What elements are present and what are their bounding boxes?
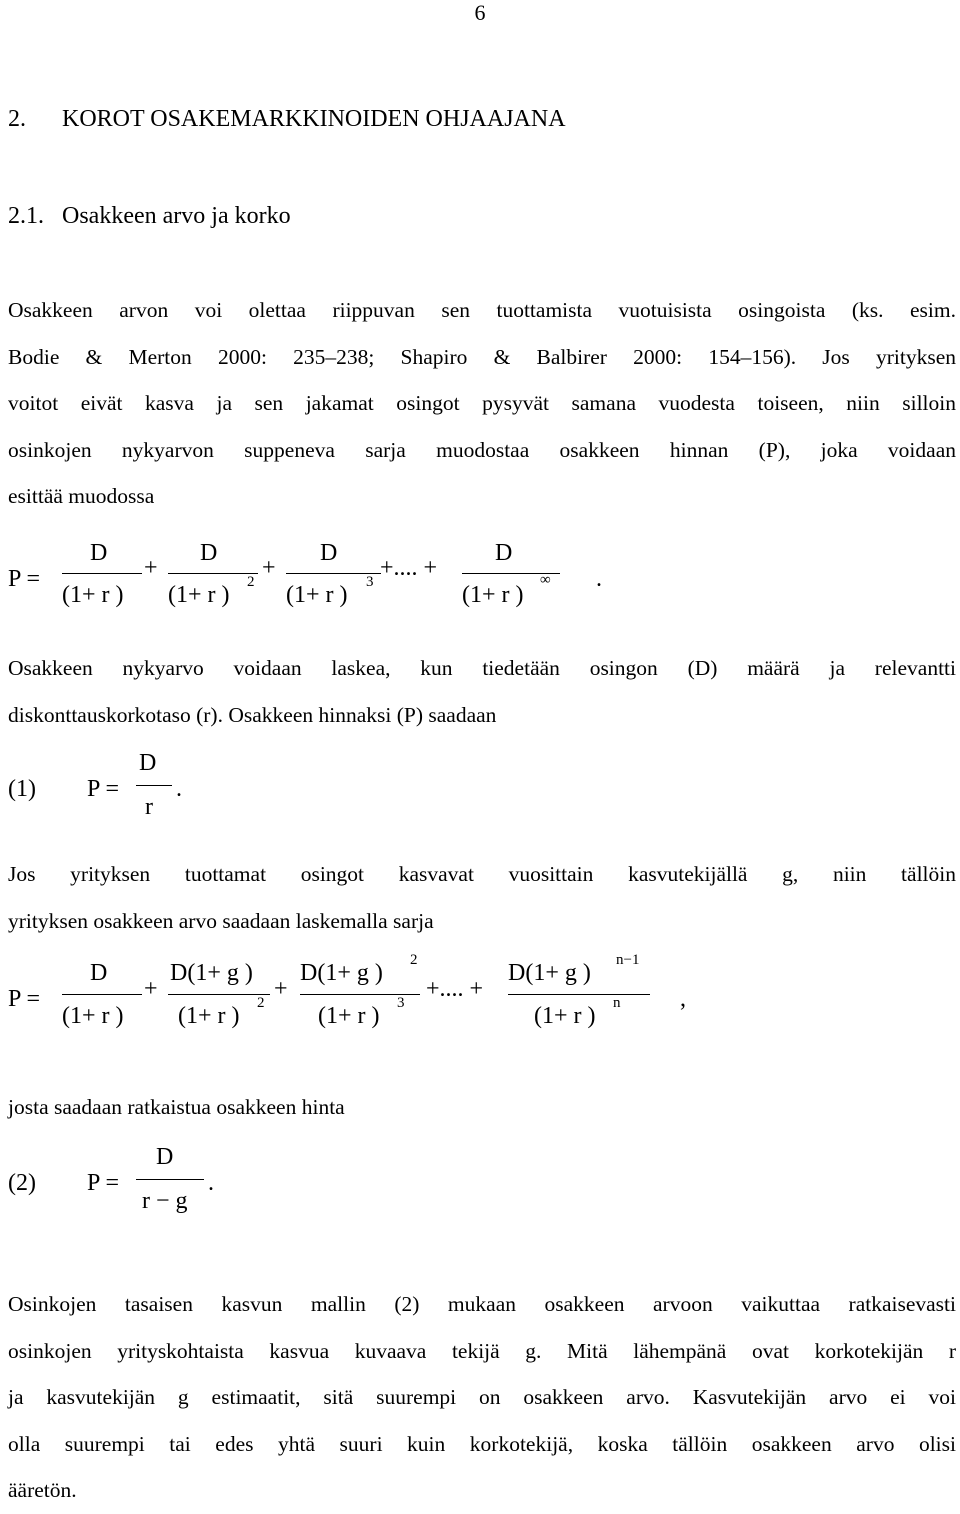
eq-exponent: 2 <box>247 574 255 590</box>
eq-plus: + <box>144 555 158 581</box>
eq-exponent: 2 <box>257 995 265 1011</box>
eq-numerator: D(1+ g ) <box>170 960 253 986</box>
eq-numerator: D <box>495 540 513 566</box>
eq-exponent: ∞ <box>540 572 551 588</box>
eq-denominator: (1+ r ) <box>168 582 230 608</box>
equation-series-constant <box>8 536 768 616</box>
text-line: osinkojen yrityskohtaista kasvua kuvaava tekijä g. Mitä lähempänä ovat korkotekijän r <box>8 1338 956 1363</box>
subsection-heading <box>8 203 291 230</box>
text-line: Osakkeen arvon voi olettaa riippuvan sen tuottamista vuotuisista osingoista (ks. esim. <box>8 298 956 322</box>
eq-denominator: r − g <box>142 1188 188 1214</box>
equation-1 <box>8 748 308 828</box>
eq-lhs: P = <box>8 566 40 592</box>
eq-denominator: (1+ r ) <box>318 1003 380 1029</box>
eq-exponent: n <box>613 995 621 1011</box>
text-line: josta saadaan ratkaistua osakkeen hinta <box>8 1095 345 1119</box>
eq-denominator: (1+ r ) <box>62 1003 124 1029</box>
eq-numerator: D <box>139 750 157 776</box>
paragraph-growth <box>8 851 956 944</box>
eq-numerator: D <box>90 960 108 986</box>
subsection-number: 2.1. <box>8 203 44 229</box>
eq-lhs: P = <box>87 776 119 802</box>
section-title: KOROT OSAKEMARKKINOIDEN OHJAAJANA <box>62 106 566 132</box>
fraction-bar <box>62 994 142 995</box>
fraction-bar <box>168 573 258 574</box>
eq-denominator: r <box>145 794 153 820</box>
paragraph-solution <box>8 1084 956 1131</box>
eq-end: . <box>596 566 602 592</box>
text-line: Bodie & Merton 2000: 235–238; Shapiro & Balbirer 2000: 154–156). Jos yrityksen <box>8 344 956 369</box>
text-line: ja kasvutekijän g estimaatit, sitä suurempi on osakkeen arvo. Kasvutekijän arvo ei voi <box>8 1385 956 1409</box>
equation-2 <box>8 1142 308 1222</box>
eq-numerator: D <box>90 540 108 566</box>
text-line: esittää muodossa <box>8 484 155 508</box>
eq-denominator: (1+ r ) <box>178 1003 240 1029</box>
page-number: 6 <box>474 0 486 25</box>
fraction-bar <box>136 785 172 786</box>
eq-exponent: 3 <box>397 995 405 1011</box>
fraction-bar <box>168 994 270 995</box>
text-line: yrityksen osakkeen arvo saadaan laskemalla sarja <box>8 908 434 933</box>
paragraph-present-value <box>8 645 956 738</box>
eq-lhs: P = <box>8 986 40 1012</box>
paragraph-conclusion <box>8 1281 956 1514</box>
section-number: 2. <box>8 106 26 132</box>
eq-dots: +.... + <box>426 976 484 1002</box>
eq-numerator: D(1+ g ) <box>508 960 591 986</box>
equation-series-growth <box>8 952 768 1036</box>
text-line: diskonttauskorkotaso (r). Osakkeen hinnaksi (P) saadaan <box>8 702 497 727</box>
eq-plus: + <box>262 555 276 581</box>
eq-denominator: (1+ r ) <box>534 1003 596 1029</box>
text-line: voitot eivät kasva ja sen jakamat osingot pysyvät samana vuodesta toiseen, niin silloin <box>8 391 956 415</box>
eq-exponent: n−1 <box>616 952 640 968</box>
eq-exponent: 3 <box>366 574 374 590</box>
eq-end: . <box>208 1170 214 1196</box>
text-line: olla suurempi tai edes yhtä suuri kuin korkotekijä, koska tällöin osakkeen arvo olisi <box>8 1431 956 1456</box>
subsection-title: Osakkeen arvo ja korko <box>62 203 291 229</box>
eq-numerator: D <box>200 540 218 566</box>
eq-numerator: D <box>156 1144 174 1170</box>
eq-numerator: D(1+ g ) <box>300 960 383 986</box>
eq-plus: + <box>274 976 288 1002</box>
text-line: Osakkeen nykyarvo voidaan laskea, kun tiedetään osingon (D) määrä ja relevantti <box>8 656 956 680</box>
eq-denominator: (1+ r ) <box>286 582 348 608</box>
eq-plus: + <box>144 976 158 1002</box>
eq-label: (2) <box>8 1170 36 1196</box>
eq-end: . <box>176 776 182 802</box>
eq-exponent: 2 <box>410 952 418 968</box>
text-line: Osinkojen tasaisen kasvun mallin (2) mukaan osakkeen arvoon vaikuttaa ratkaisevasti <box>8 1292 956 1316</box>
eq-numerator: D <box>320 540 338 566</box>
fraction-bar <box>62 573 142 574</box>
eq-lhs: P = <box>87 1170 119 1196</box>
eq-dots: +.... + <box>380 555 438 581</box>
fraction-bar <box>136 1179 204 1180</box>
text-line: osinkojen nykyarvon suppeneva sarja muodostaa osakkeen hinnan (P), joka voidaan <box>8 437 956 462</box>
paragraph-intro <box>8 287 956 520</box>
eq-label: (1) <box>8 776 36 802</box>
eq-end: , <box>680 986 686 1012</box>
eq-denominator: (1+ r ) <box>62 582 124 608</box>
fraction-bar <box>508 994 650 995</box>
text-line: Jos yrityksen tuottamat osingot kasvavat vuosittain kasvutekijällä g, niin tällöin <box>8 862 956 886</box>
eq-denominator: (1+ r ) <box>462 582 524 608</box>
section-heading <box>8 106 566 133</box>
text-line: ääretön. <box>8 1478 77 1502</box>
